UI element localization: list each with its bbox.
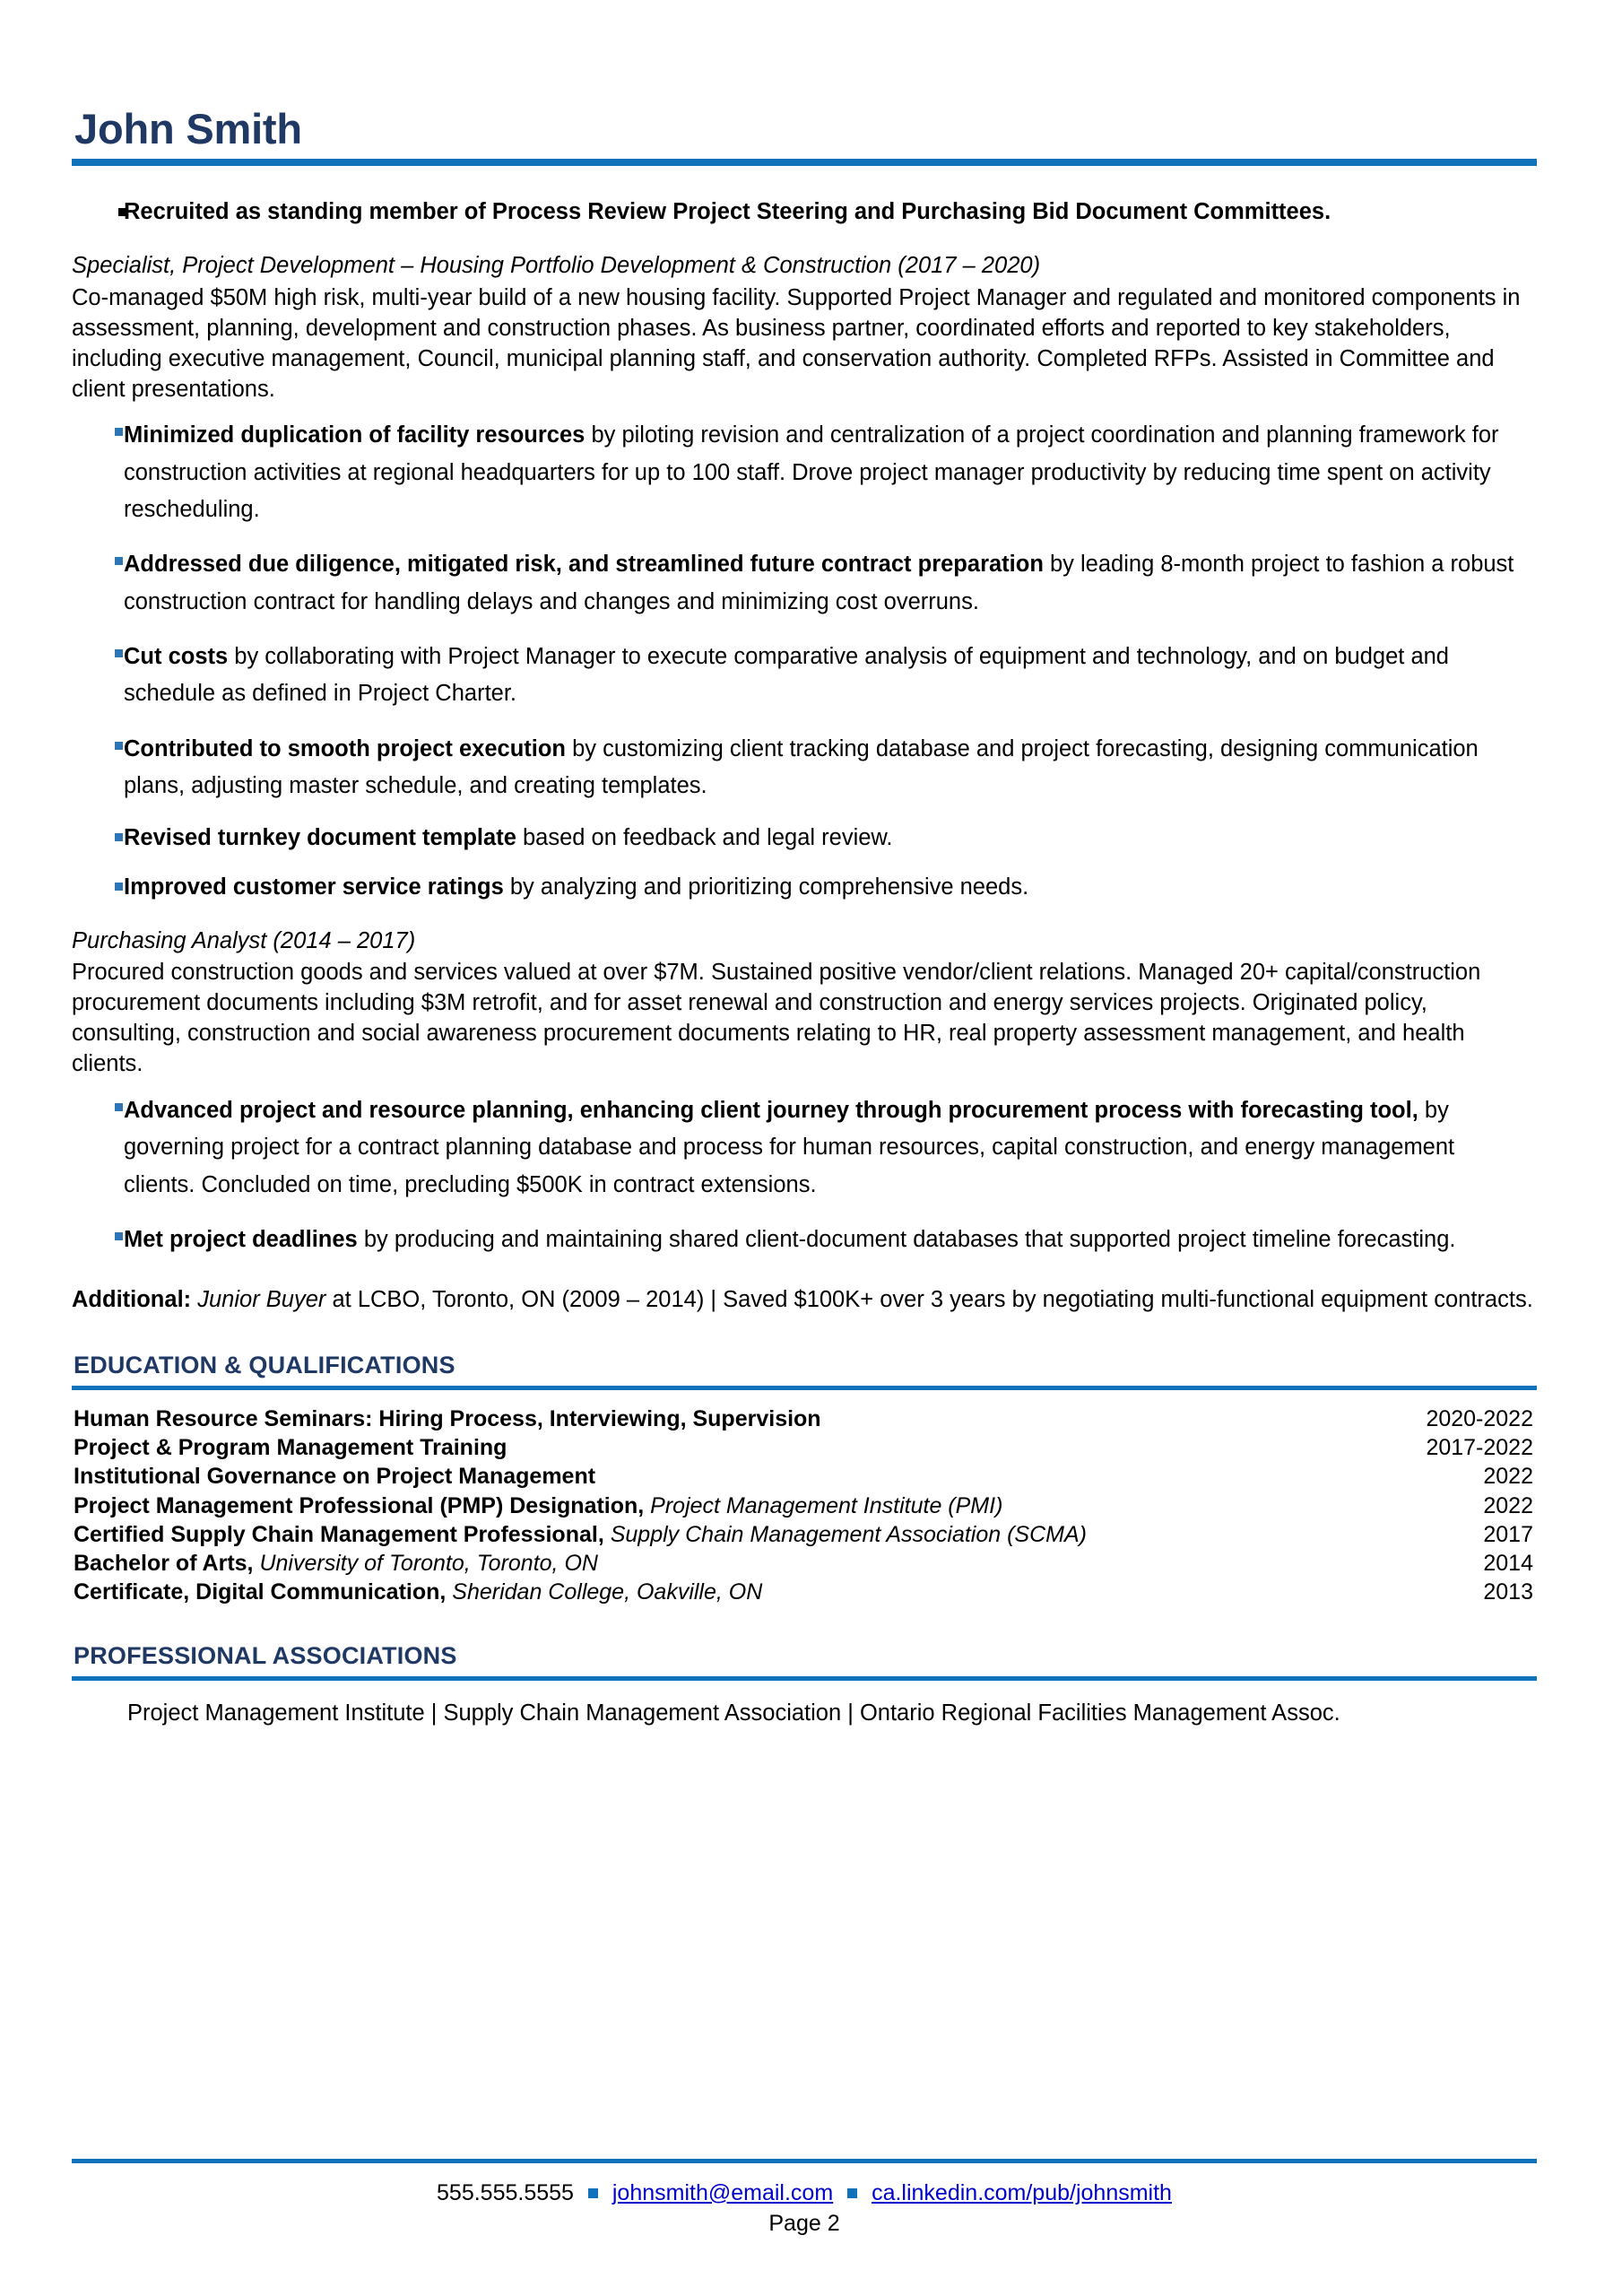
- education-name-bold: Project & Program Management Training: [74, 1435, 507, 1461]
- list-item: [72, 417, 1537, 528]
- education-date: 2017: [1483, 1521, 1533, 1547]
- education-name: [72, 1492, 1392, 1520]
- footer-contact: [72, 2179, 1537, 2207]
- education-heading: EDUCATION & QUALIFICATIONS: [74, 1352, 455, 1379]
- achievement-text: [124, 872, 1537, 902]
- list-item: [72, 822, 1537, 853]
- education-divider: [72, 1386, 1537, 1390]
- achievement-rest: by leading 8-month project to fashion a robust construction contract for handling delays and changes and minimizing cost overruns.: [124, 552, 1514, 614]
- associations-list: Project Management Institute | Supply Chain Management Association | Ontario Regional Facilities Management Assoc.: [127, 1700, 1340, 1726]
- list-item: [72, 1092, 1537, 1204]
- achievement-rest: by piloting revision and centralization of a project coordination and planning framework for construction activities at regional headquarters for up to 100 staff. Drove project manager productivity by reducing time spent on activity rescheduling.: [124, 422, 1499, 523]
- associations-divider: [72, 1676, 1537, 1681]
- achievement-rest: by producing and maintaining shared client-document databases that supported project timeline forecasting.: [357, 1226, 1456, 1252]
- achievement-text: [124, 1092, 1537, 1204]
- linkedin-link[interactable]: ca.linkedin.com/pub/johnsmith: [872, 2179, 1172, 2205]
- education-name-bold: Certificate, Digital Communication,: [74, 1578, 447, 1605]
- additional-label: Additional:: [72, 1287, 192, 1313]
- education-name-bold: Bachelor of Arts,: [74, 1550, 254, 1576]
- achievement-lead: Improved customer service ratings: [124, 874, 504, 900]
- carryover-bullet-text: Recruited as standing member of Process Review Project Steering and Purchasing Bid Document Committees.: [124, 199, 1331, 224]
- additional-detail: at LCBO, Toronto, ON (2009 – 2014) | Saved $100K+ over 3 years by negotiating multi-functional equipment contracts.: [325, 1287, 1533, 1313]
- bullet-square-icon: [72, 1222, 124, 1240]
- header-divider: [72, 159, 1537, 166]
- achievement-text: [124, 417, 1537, 528]
- achievement-lead: Advanced project and resource planning, enhancing client journey through procurement process with forecasting tool,: [124, 1098, 1418, 1124]
- achievement-rest: based on feedback and legal review.: [516, 825, 893, 851]
- job-title: Specialist, Project Development – Housing Portfolio Development & Construction (2017 – 2020): [72, 253, 1041, 279]
- list-item: [72, 639, 1537, 713]
- education-date: 2022: [1483, 1492, 1533, 1518]
- education-name: [72, 1462, 1392, 1491]
- table-row: [72, 1405, 1537, 1433]
- achievement-text: [124, 639, 1537, 713]
- table-row: [72, 1462, 1537, 1491]
- table-row: [72, 1492, 1537, 1520]
- achievement-rest: by governing project for a contract planning database and process for human resources, capital construction, and energy management clients. Concluded on time, precluding $500K in contract extensions.: [124, 1098, 1455, 1197]
- footer-divider: [72, 2159, 1537, 2163]
- achievement-list: [72, 1092, 1537, 1258]
- achievement-list: [72, 417, 1537, 902]
- page-number: Page 2: [768, 2211, 840, 2236]
- page-title: John Smith: [74, 105, 302, 152]
- achievement-rest: by analyzing and prioritizing comprehensive needs.: [503, 874, 1029, 900]
- achievement-text: [124, 822, 1537, 853]
- separator-square-icon: [847, 2188, 857, 2198]
- education-date: 2020-2022: [1426, 1406, 1533, 1432]
- education-table: [72, 1405, 1537, 1606]
- table-row: [72, 1549, 1537, 1578]
- bullet-square-icon: [72, 639, 124, 657]
- bullet-square-icon: [72, 731, 124, 750]
- achievement-text: [124, 731, 1537, 805]
- education-date: 2014: [1483, 1550, 1533, 1576]
- achievement-lead: Met project deadlines: [124, 1226, 358, 1252]
- education-name: [72, 1578, 1392, 1606]
- job-summary: Co-managed $50M high risk, multi-year build of a new housing facility. Supported Project Manager and regulated and monitored components in assessment, planning, development and construction phases. As business partner, coordinated efforts and reported to key stakeholders, including executive management, Council, municipal planning staff, and conservation authority. Completed RFPs. Assisted in Committee and client presentations.: [72, 284, 1521, 402]
- education-section: [72, 1352, 1537, 1606]
- achievement-lead: Minimized duplication of facility resources: [124, 422, 585, 448]
- job-title: Purchasing Analyst (2014 – 2017): [72, 927, 416, 953]
- experience-entry: [72, 926, 1537, 1258]
- education-name: [72, 1405, 1392, 1433]
- list-item: [72, 1222, 1537, 1258]
- document-header: [72, 105, 1537, 166]
- achievement-lead: Addressed due diligence, mitigated risk, and streamlined future contract preparation: [124, 552, 1044, 578]
- experience-entry: [72, 250, 1537, 902]
- bullet-square-icon: [72, 546, 124, 565]
- carryover-bullet: [72, 196, 1537, 227]
- education-name: [72, 1433, 1392, 1462]
- bullet-square-icon: [72, 196, 124, 216]
- education-date: 2022: [1483, 1464, 1533, 1490]
- bullet-square-icon: [72, 822, 124, 841]
- table-row: [72, 1578, 1537, 1606]
- bullet-square-icon: [72, 872, 124, 891]
- achievement-rest: by customizing client tracking database and project forecasting, designing communication plans, adjusting master schedule, and creating templates.: [124, 735, 1479, 798]
- achievement-text: [124, 1222, 1537, 1258]
- achievement-rest: by collaborating with Project Manager to execute comparative analysis of equipment and technology, and on budget and schedule as defined in Project Charter.: [124, 643, 1449, 707]
- list-item: [72, 731, 1537, 805]
- education-date: 2013: [1483, 1578, 1533, 1605]
- associations-heading: PROFESSIONAL ASSOCIATIONS: [74, 1642, 457, 1669]
- table-row: [72, 1520, 1537, 1549]
- job-summary: Procured construction goods and services valued at over $7M. Sustained positive vendor/client relations. Managed 20+ capital/construction procurement documents including $3M retrofit, and for asset renewal and construction and energy services projects. Originated policy, consulting, construction and social awareness procurement documents relating to HR, real property assessment management, and health clients.: [72, 960, 1481, 1077]
- education-name: [72, 1549, 1392, 1578]
- associations-section: [72, 1642, 1537, 1729]
- additional-experience: [72, 1285, 1537, 1316]
- education-name-italic: Sheridan College, Oakville, ON: [446, 1578, 763, 1605]
- additional-role: Junior Buyer: [197, 1287, 326, 1313]
- education-name-bold: Certified Supply Chain Management Professional,: [74, 1521, 604, 1547]
- list-item: [72, 546, 1537, 621]
- separator-square-icon: [588, 2188, 598, 2198]
- table-row: [72, 1433, 1537, 1462]
- list-item: [72, 872, 1537, 902]
- achievement-lead: Cut costs: [124, 643, 229, 669]
- bullet-square-icon: [72, 1092, 124, 1111]
- education-name: [72, 1520, 1392, 1549]
- education-name-bold: Institutional Governance on Project Management: [74, 1464, 596, 1490]
- page-footer: [72, 2159, 1537, 2237]
- education-name-bold: Human Resource Seminars: Hiring Process, Interviewing, Supervision: [74, 1406, 821, 1432]
- phone-number: 555.555.5555: [437, 2179, 574, 2205]
- achievement-lead: Revised turnkey document template: [124, 825, 516, 851]
- education-name-italic: Supply Chain Management Association (SCMA): [603, 1521, 1087, 1547]
- education-date: 2017-2022: [1426, 1435, 1533, 1461]
- achievement-lead: Contributed to smooth project execution: [124, 735, 567, 761]
- bullet-square-icon: [72, 417, 124, 436]
- education-name-bold: Project Management Professional (PMP) Designation,: [74, 1492, 645, 1518]
- achievement-text: [124, 546, 1537, 621]
- education-name-italic: Project Management Institute (PMI): [644, 1492, 1003, 1518]
- email-link[interactable]: johnsmith@email.com: [612, 2179, 834, 2205]
- education-name-italic: University of Toronto, Toronto, ON: [253, 1550, 598, 1576]
